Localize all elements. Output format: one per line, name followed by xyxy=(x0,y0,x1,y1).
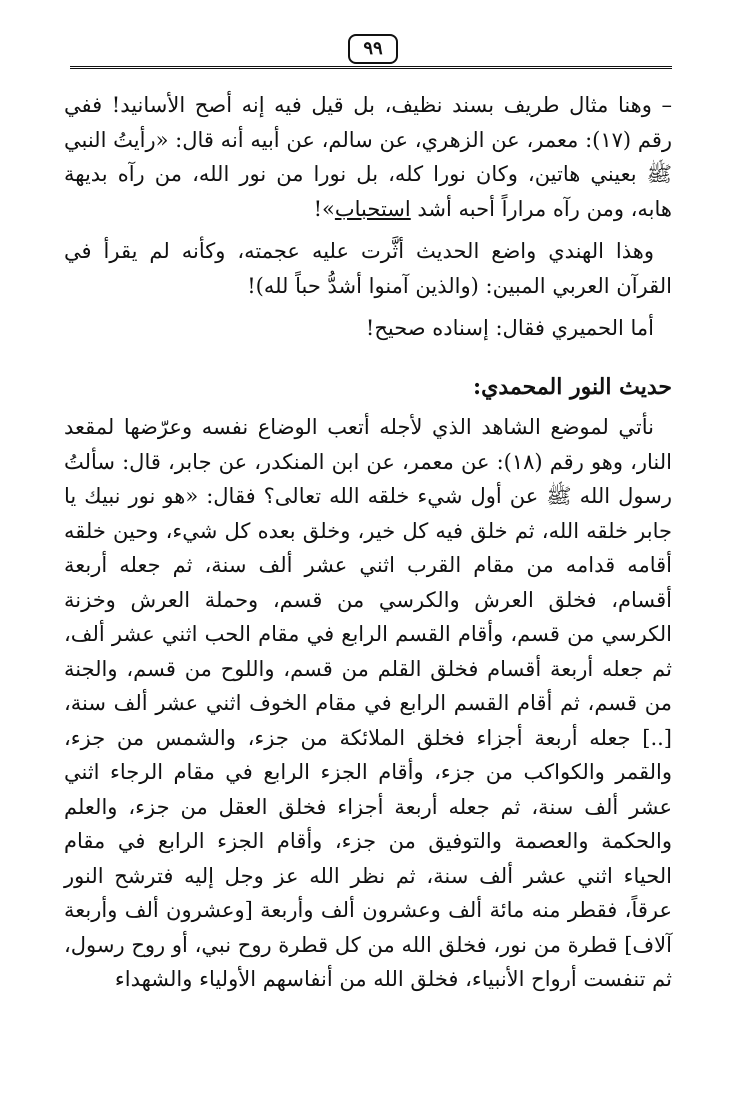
page-body xyxy=(64,88,672,997)
paragraph-nur-hadith: نأتي لموضع الشاهد الذي لأجله أتعب الوضاع نفسه وعرّضها لمقعد النار، وهو رقم (١٨): عن معمر، عن ابن المنكدر، عن جابر، قال: سألتُ رسول الله ﷺ عن أول شيء خلقه الله تعالى؟ فقال: «هو نور نبيك يا جابر خلقه الله، ثم خلق فيه كل خير، وخلق بعده كل شيء، وحين خلقه أقامه قدامه من مقام القرب اثني عشر ألف سنة، ثم جعله أربعة أقسام، فخلق العرش والكرسي من قسم، وحملة العرش وخزنة الكرسي من قسم، وأقام القسم الرابع في مقام الحب اثني عشر ألف، ثم جعله أربعة أقسام فخلق القلم من قسم، واللوح من قسم، والجنة من قسم، ثم أقام القسم الرابع في مقام الخوف اثني عشر ألف سنة، [..] جعله أربعة أجزاء فخلق الملائكة من جزء، والشمس من جزء، والقمر والكواكب من جزء، وأقام الجزء الرابع في مقام الرجاء اثني عشر ألف سنة، ثم جعله أربعة أجزاء فخلق العقل من جزء، والعلم والحكمة والعصمة والتوفيق من جزء، وأقام الجزء الرابع في مقام الحياء اثني عشر ألف سنة، ثم نظر الله عز وجل إليه فترشح النور عرقاً، فقطر منه مائة ألف وعشرون ألف وأربعة [وعشرون ألف وأربعة آلاف] قطرة من نور، فخلق الله من كل قطرة روح نبي، أو روح رسول، ثم تنفست أرواح الأنبياء، فخلق الله من أنفاسهم الأولياء والشهداء xyxy=(64,415,672,991)
underlined-word: استحباب xyxy=(334,196,411,221)
page-header xyxy=(70,30,672,70)
section-heading: حديث النور المحمدي: xyxy=(473,373,672,400)
paragraph-example-end: »! xyxy=(313,196,335,221)
paragraph-himyari: أما الحميري فقال: إسناده صحيح! xyxy=(365,316,654,340)
paragraph-example-hadith xyxy=(64,88,672,226)
paragraph-example-text: – وهنا مثال طريف بسند نظيف، بل قيل فيه إنه أصح الأسانيد! ففي رقم (١٧): معمر، عن الزهري، عن سالم، عن أبيه أنه قال: «رأيتُ النبي ﷺ بعيني هاتين، وكان نورا كله، بل نورا من نور الله، من رآه بديهة هابه، ومن رآه مراراً أحبه أشد xyxy=(64,93,672,221)
header-divider xyxy=(70,66,672,69)
page-number: ٩٩ xyxy=(348,34,398,64)
paragraph-commentary: وهذا الهندي واضع الحديث أثَّرت عليه عجمته، وكأنه لم يقرأ في القرآن العربي المبين: (والذين آمنوا أشدُّ حباً لله)! xyxy=(64,239,672,298)
